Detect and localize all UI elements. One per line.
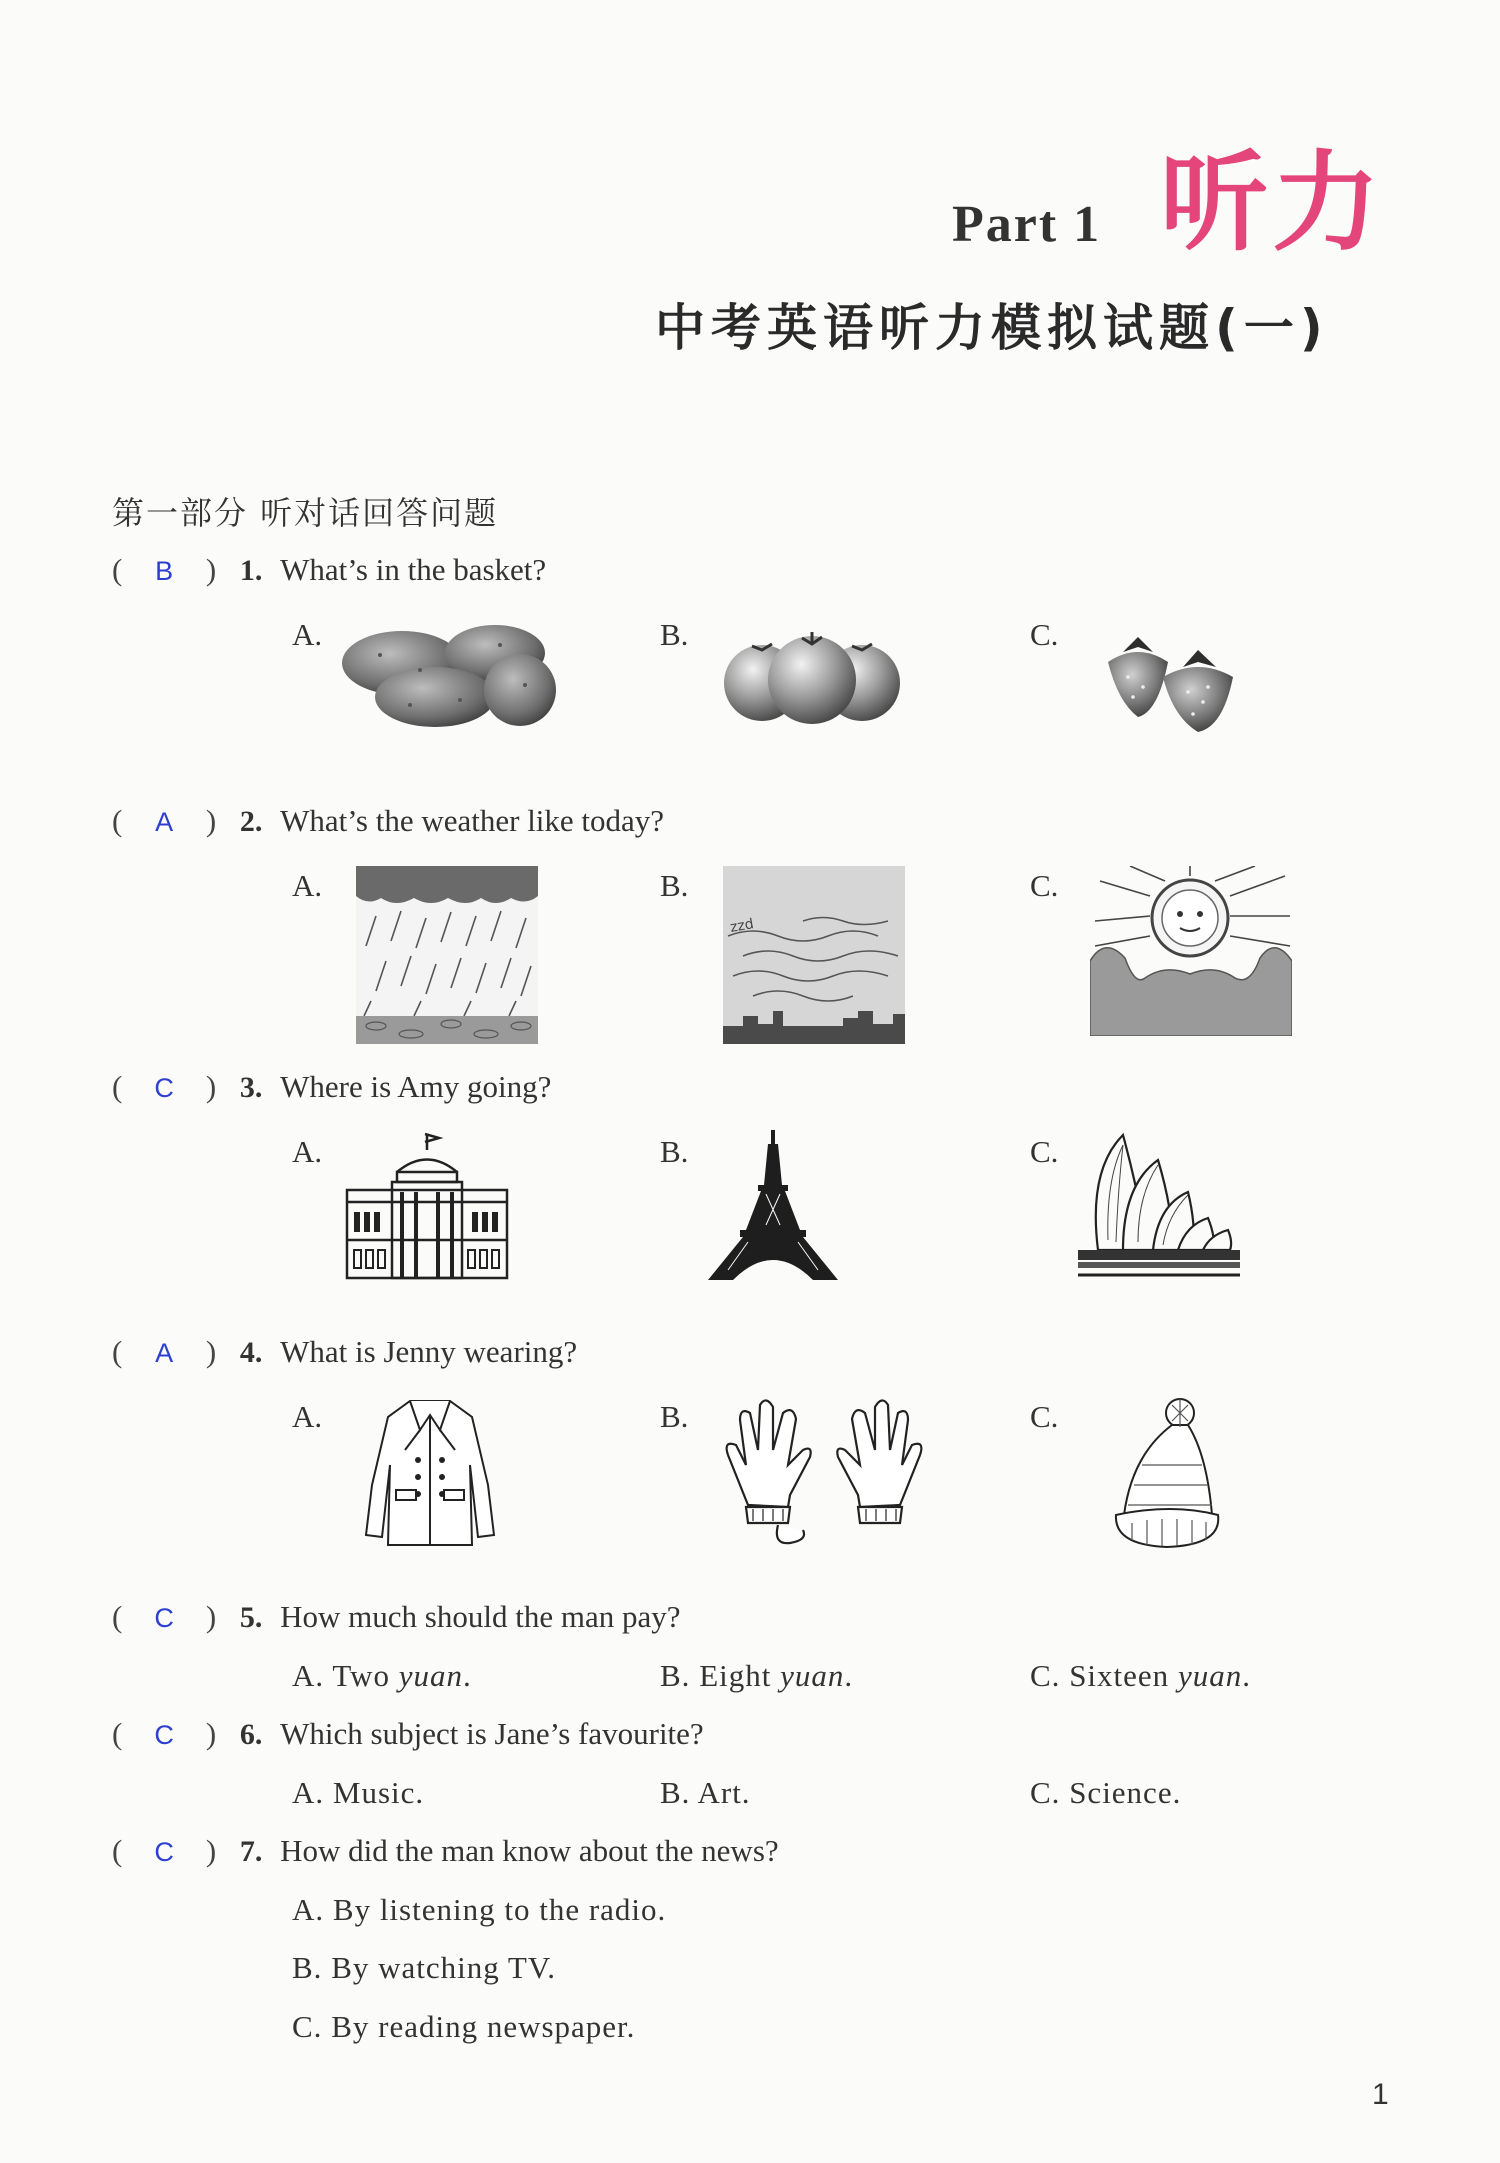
option-letter: C. [1030,868,1059,903]
answer-paren-close: ) [205,1334,217,1369]
option-end: . [1242,1658,1251,1693]
question-row [112,1069,551,1105]
white-house-image [342,1132,512,1282]
question-text: Which subject is Jane’s favourite? [280,1716,704,1751]
answer-paren-open: ( [112,552,123,587]
option-text: Science. [1069,1775,1182,1810]
question-row [112,1334,577,1370]
option-italic: yuan [780,1658,845,1693]
option-letter: B. [660,1775,691,1810]
section-heading: 第一部分 听对话回答问题 [112,494,499,532]
answer-mark: C [154,1720,174,1750]
option-c [1030,1775,1181,1811]
question-number: 5. [239,1601,263,1634]
answer-paren-close: ) [205,1833,217,1868]
answer-paren-close: ) [205,552,217,587]
answer-paren-close: ) [205,1599,217,1634]
gloves-image [718,1395,930,1550]
option-letter: A. [292,1892,325,1927]
rainy-weather-image [356,866,538,1044]
answer-paren-close: ) [205,1069,217,1104]
answer-paren-close: ) [205,803,217,838]
option-b [660,1658,853,1694]
option-text: By watching TV. [331,1950,557,1985]
part-title-chinese: 听力 [1160,141,1385,266]
question-row [112,552,546,588]
option-letter: C. [292,2009,323,2044]
option-letter: C. [1030,1658,1061,1693]
answer-mark: C [154,1837,174,1867]
option-letter: A. [292,1775,325,1810]
option-b [660,1775,751,1811]
answer-mark: B [155,556,174,586]
option-end: . [463,1658,472,1693]
option-letter: A. [292,617,323,652]
option-letter: B. [660,1658,691,1693]
option-letter: A. [292,868,323,903]
question-text: What is Jenny wearing? [280,1334,578,1369]
question-row [112,1599,681,1635]
hat-image [1102,1395,1232,1555]
option-letter: B. [292,1950,323,1985]
option-letter: A. [292,1399,323,1434]
question-number: 3. [239,1071,263,1104]
question-number: 7. [239,1835,263,1868]
option-a [292,1775,424,1811]
page-number: 1 [1372,2078,1389,2111]
question-text: Where is Amy going? [280,1069,552,1104]
answer-mark: A [155,1338,174,1368]
option-c [292,2009,635,2045]
option-letter: C. [1030,617,1059,652]
option-text: Two [332,1658,391,1693]
option-text: Music. [332,1775,425,1810]
option-letter: C. [1030,1399,1059,1434]
page-subtitle: 中考英语听力模拟试题(一) [655,299,1329,357]
sydney-opera-house-image [1078,1130,1240,1280]
option-letter: B. [660,1134,689,1169]
option-letter: C. [1030,1134,1059,1169]
option-letter: B. [660,868,689,903]
question-row [112,803,664,839]
option-b [292,1950,556,1986]
svg-text:zzd: zzd [728,916,755,936]
option-letter: A. [292,1658,325,1693]
option-italic: yuan [398,1658,464,1693]
windy-weather-image [723,866,905,1044]
answer-paren-open: ( [112,1599,123,1634]
option-text: By listening to the radio. [332,1892,667,1927]
answer-mark: C [154,1603,174,1633]
option-letter: B. [660,617,689,652]
question-row [112,1716,704,1752]
option-text: By reading newspaper. [331,2009,636,2044]
option-text: Eight [699,1658,772,1693]
eiffel-tower-image [708,1130,838,1282]
option-end: . [844,1658,854,1693]
answer-mark: C [154,1073,174,1103]
option-letter: C. [1030,1775,1061,1810]
answer-paren-open: ( [112,1069,123,1104]
option-letter: A. [292,1134,323,1169]
question-number: 1. [239,554,263,587]
answer-paren-open: ( [112,1716,123,1751]
part-label: Part 1 [952,196,1102,253]
sunny-weather-image [1090,866,1292,1036]
question-number: 4. [239,1336,263,1369]
option-italic: yuan [1177,1658,1243,1693]
tomatoes-image [722,628,902,728]
option-a [292,1658,472,1694]
question-text: What’s the weather like today? [280,803,665,838]
question-text: How much should the man pay? [280,1599,681,1634]
option-text: Art. [697,1775,751,1810]
answer-paren-open: ( [112,1334,123,1369]
strawberries-image [1098,622,1243,737]
option-c [1030,1658,1251,1694]
question-row [112,1833,779,1869]
question-number: 2. [239,805,263,838]
answer-paren-close: ) [205,1716,217,1751]
coat-image [360,1395,500,1555]
option-letter: B. [660,1399,689,1434]
question-text: What’s in the basket? [280,552,547,587]
potatoes-image [340,615,562,730]
question-text: How did the man know about the news? [280,1833,779,1868]
option-a [292,1892,666,1928]
option-text: Sixteen [1069,1658,1170,1693]
answer-mark: A [155,807,174,837]
answer-paren-open: ( [112,803,123,838]
answer-paren-open: ( [112,1833,123,1868]
question-number: 6. [239,1718,263,1751]
